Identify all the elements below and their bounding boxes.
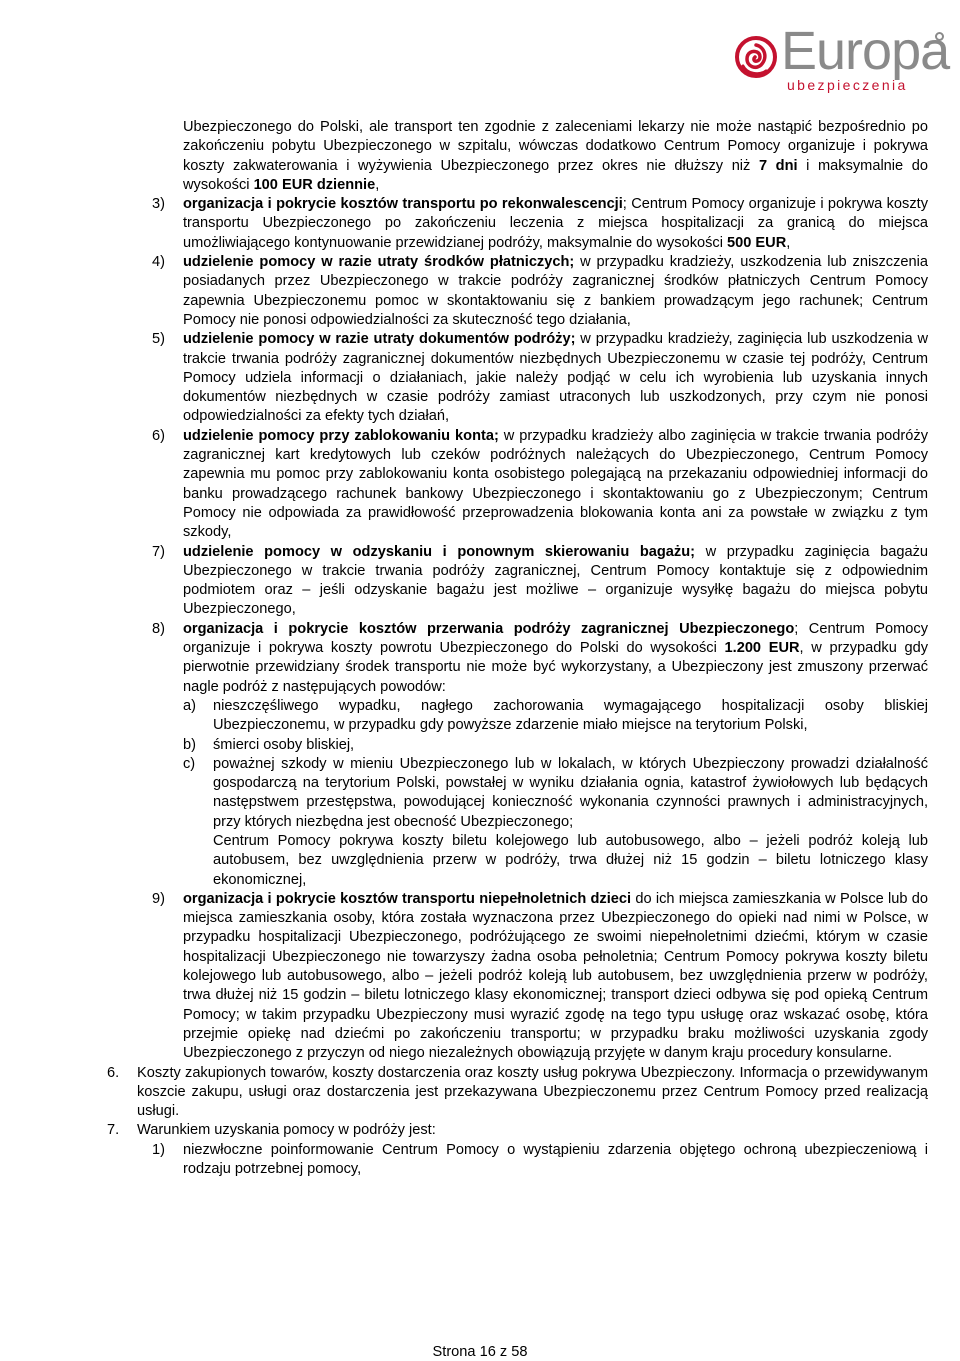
item-8-continuation: Centrum Pomocy pokrywa koszty biletu kolejowego lub autobusowego, albo – jeżeli podróż koleją lub autobusem, bez uwzględnienia przerw w podróży, trwa dłużej niż 15 godzin – biletu lotniczego klasy ekonomicznej, xyxy=(213,832,928,888)
section-7-item-1: 1) niezwłoczne poinformowanie Centrum Pomocy o wystąpieniu zdarzenia objętego ochroną ubezpieczeniową i rodzaju potrzebnej pomocy, xyxy=(152,1141,928,1178)
list-item-9: 9) organizacja i pokrycie kosztów transportu niepełnoletnich dzieci do ich miejsca zamieszkania w Polsce lub do miejsca zamieszkania osoby, która została wyznaczona przez Ubezpieczonego do opieki nad nimi w Polsce, w przypadku hospitalizacji Ubezpieczonego, podróżującego ze swoimi niepełnoletnimi dziećmi, którym w czasie hospitalizacji Ubezpieczonego nie towarzyszy żadna osoba pełnoletnia; Centrum Pomocy pokrywa koszty biletu kolejowego lub autobusowego, albo – jeżeli podróż koleją lub autobusem, bez uwzględnienia przerw w podróży, trwa dłużej niż 15 godzin – biletu lotniczego klasy ekonomicznej; transport dzieci odbywa się pod opieką Centrum Pomocy; w takim przypadku Ubezpieczony musi wyrazić zgodę na tego typu usługę oraz wskazać osobę, która przejmie opiekę nad dziećmi po zakończeniu transportu; w przypadku braku możliwości uzyskania zgody Ubezpieczonego z przyczyn od niego niezależnych obowiązują przyjęte w danym kraju procedury konsularne. xyxy=(152,890,928,1062)
sub-item-c: c) poważnej szkody w mieniu Ubezpieczonego lub w lokalach, w których Ubezpieczony prowadzi działalność gospodarczą na terytorium Polski, powstałej w wyniku działania ognia, katastrof żywiołowych lub będących następstwem przestępstwa, powodującej konieczność wykonania czynności prawnych i administracyjnych, przy których niezbędna jest obecność Ubezpieczonego; xyxy=(183,755,928,830)
page-number: Strona 16 z 58 xyxy=(432,1344,528,1360)
intro-paragraph: Ubezpieczonego do Polski, ale transport ten zgodnie z zaleceniami lekarzy nie może nastąpić bezpośrednio po zakończeniu pobytu Ubezpieczonego w szpitalu, wówczas dodatkowo Centrum Pomocy organizuje i pokrywa koszty zakwaterowania i wyżywienia Ubezpieczonego przez okres nie dłuższy niż 7 dni i maksymalnie do wysokości 100 EUR dziennie, xyxy=(183,119,928,193)
list-item-8: 8) organizacja i pokrycie kosztów przerwania podróży zagranicznej Ubezpieczonego; Centrum Pomocy organizuje i pokrywa koszty powrotu Ubezpieczonego do Polski do wysokości 1.200 EUR, w przypadku gdy pierwotnie przewidziany środek transportu nie może być wykorzystany, a Ubezpieczony jest zmuszony przerwać nagle podróż z następujących powodów: xyxy=(152,620,929,695)
section-6: 6. Koszty zakupionych towarów, koszty dostarczenia oraz koszty usług pokrywa Ubezpieczony. Informacja o przewidywanym koszcie zakupu, usługi oraz dostarczenia jest przekazywana Ubezpieczonemu przez Centrum Pomocy przed realizacją usługi. xyxy=(107,1064,928,1120)
list-item-3: 3) organizacja i pokrycie kosztów transportu po rekonwalescencji; Centrum Pomocy organizuje i pokrywa koszty transportu Ubezpieczonego po zakończeniu leczenia z miejsca hospitalizacji za granicą do miejsca umożliwiającego kontynuowanie przewidzianej podróży, maksymalnie do wysokości 500 EUR, xyxy=(152,196,928,251)
document-body xyxy=(0,118,960,1179)
list-item-7: 7) udzielenie pomocy w odzyskaniu i ponownym skierowaniu bagażu; w przypadku zaginięcia bagażu Ubezpieczonego w trakcie trwania podróży zagranicznej, Centrum Pomocy kontaktuje się z odpowiednim podmiotem oraz – jeśli odzyskanie bagażu jest możliwe – organizuje wysyłkę bagażu do miejsca pobytu Ubezpieczonego, xyxy=(152,543,928,618)
sub-item-a: a) nieszczęśliwego wypadku, nagłego zachorowania wymagającego hospitalizacji osoby bliskiej Ubezpieczonemu, w przypadku gdy powyższe zdarzenie miało miejsce na terytorium Polski, xyxy=(183,697,928,734)
registered-mark-icon xyxy=(935,32,944,41)
section-7: 7. Warunkiem uzyskania pomocy w podróży jest: xyxy=(107,1122,436,1139)
list-item-6: 6) udzielenie pomocy przy zablokowaniu konta; w przypadku kradzieży albo zaginięcia w trakcie trwania podróży zagranicznej kart kredytowych lub czeków podróżnych należących do Ubezpieczonego, Centrum Pomocy zapewnia mu pomoc przy zablokowaniu konta osobistego polegającą na przekazaniu odpowiedniej informacji do banku prowadzącego rachunek bankowy Ubezpieczonego i skontaktowaniu go z Ubezpieczonym; Centrum Pomocy nie odpowiada za prawidłowość przeprowadzenia blokowania konta ani za powstałe w związku z tym szkody, xyxy=(152,427,928,541)
sub-item-b: b) śmierci osoby bliskiej, xyxy=(183,736,355,753)
rose-icon xyxy=(735,36,777,78)
list-item-5: 5) udzielenie pomocy w razie utraty dokumentów podróży; w przypadku kradzieży, zaginięcia lub uszkodzenia w trakcie trwania podróży zagranicznej dokumentów niezbędnych Ubezpieczonemu w czasie tej podróży, Centrum Pomocy udziela informacji o działaniach, jakie należy podjąć w celu ich wyrobienia lub uzyskania innych dokumentów niezbędnych w czasie podróży zamiast utraconych lub uszkodzonych, przy czym nie ponosi odpowiedzialności za efekty tych działań, xyxy=(152,331,928,425)
logo-wordmark: Europa xyxy=(781,21,950,81)
europa-logo xyxy=(735,21,950,97)
list-item-4: 4) udzielenie pomocy w razie utraty środków płatniczych; w przypadku kradzieży, uszkodzenia lub zniszczenia posiadanych przez Ubezpieczonego w trakcie podróży zagranicznej środków płatniczych Centrum Pomocy zapewnia Ubezpieczonemu pomoc w skontaktowaniu się z bankiem prowadzącym jego rachunek; Centrum Pomocy nie ponosi odpowiedzialności za skuteczność tego działania, xyxy=(152,254,928,328)
logo-subtitle: ubezpieczenia xyxy=(787,77,908,93)
